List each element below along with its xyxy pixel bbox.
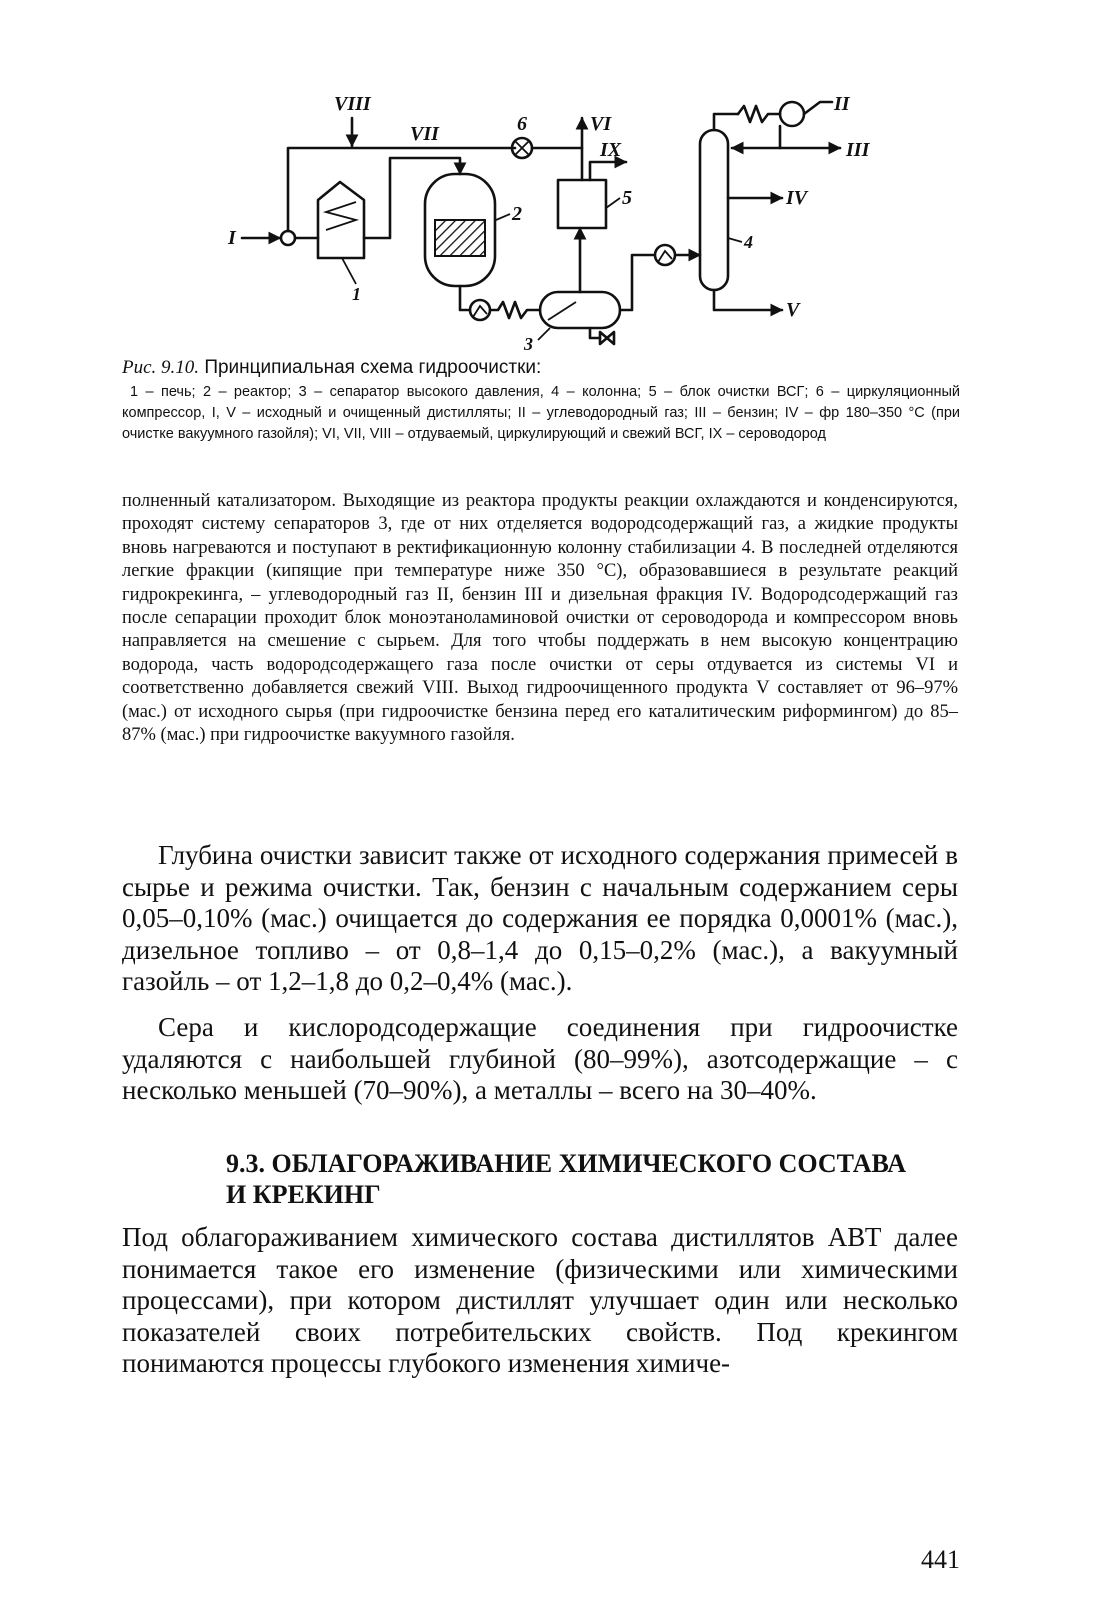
stream-ii-line [804, 102, 832, 114]
gas-cleaning-block [558, 180, 606, 228]
schematic-svg [120, 70, 960, 370]
furnace-coil [326, 202, 356, 230]
control-valve [600, 332, 614, 344]
section-heading-line-1: 9.3. ОБЛАГОРАЖИВАНИЕ ХИМИЧЕСКОГО СОСТАВА [226, 1149, 906, 1178]
heat-exchanger-2-mark [658, 251, 672, 262]
label-ix: IX [600, 139, 622, 161]
caption-legend: 1 – печь; 2 – реактор; 3 – сепаратор высокого давления, 4 – колонна; 5 – блок очистки ВСГ; 6 – циркуляционный компрессор, I, V – исходный и очищенный дистилляты; II – углеводородный газ; III – бензин; IV – фр 180–350 °С (при очистке вакуумного газойля); VI, VII, VIII – отдуваемый, циркулирующий и свежий ВСГ, IX – сероводород [122, 384, 960, 442]
recycle-gas-line [288, 148, 515, 231]
figure-caption [122, 356, 960, 445]
section-heading [226, 1148, 946, 1210]
page-number: 441 [921, 1545, 960, 1574]
reflux-drum [780, 102, 804, 126]
stream-ix-line [590, 162, 626, 180]
separator-leader [538, 328, 550, 340]
small-text-paragraph: полненный катализатором. Выходящие из реактора продукты реакции охлаждаются и конденсируются, проходят систему сепараторов 3, где от них отделяется водородсодержащий газ, а жидкие продукты вновь нагреваются и поступают в ректификационную колонну стабилизации 4. В последней отделяются легкие фракции (кипящие при температуре ниже 350 °С), образовавшиеся в результате реакций гидрокрекинга, – углеводородный газ II, бензин III и дизельная фракция IV. Водородсодержащий газ после сепарации проходит блок моноэтаноламиновой очистки от сероводорода и компрессором вновь направляется на смешение с сырьем. Для того чтобы поддержать в нем высокую концентрацию водорода, часть водородсодержащего газа после очистки от серы отдувается из системы VI и соответственно добавляется свежий VIII. Выход гидроочищенного продукта V составляет от 96–97% (мас.) от исходного сырья (при гидроочистке бензина перед его каталитическим риформингом) до 85–87% (мас.) при гидроочистке вакуумного газойля. [122, 491, 958, 746]
label-4: 4 [744, 232, 753, 252]
body-paragraph: Глубина очистки зависит также от исходного содержания примесей в сырье и режима очистки. Так, бензин с начальным содержанием серы 0,05–0,10% (мас.) очищается до содержания ее порядка 0,0001% (мас.), дизельное топливо – от 0,8–1,4 до 0,15–0,2% (мас.), а вакуумный газойль – от 1,2–1,8 до 0,2–0,4% (мас.). [122, 840, 958, 996]
label-vii: VII [410, 123, 439, 145]
column-leader [728, 238, 742, 242]
caption-label: Рис. 9.10. [122, 357, 200, 378]
body-paragraph: Сера и кислородсодержащие соединения при гидроочистке удаляются с наибольшей глубиной (80–99%), азотсодержащие – с несколько меньшей (70–90%), а металлы – всего на 30–40%. [122, 1012, 958, 1105]
caption-title: Принципиальная схема гидроочистки: [204, 357, 542, 378]
stabilization-column [700, 130, 728, 290]
condenser-coil [738, 106, 780, 122]
label-i: I [228, 227, 236, 249]
separator-bottom-line [590, 328, 600, 338]
label-viii: VIII [334, 93, 371, 115]
cooler-coil [490, 302, 540, 318]
label-v: V [786, 299, 800, 321]
label-ii: II [834, 93, 850, 115]
column-overhead-line [714, 114, 738, 130]
caption-title-line [122, 356, 960, 380]
label-3: 3 [524, 334, 533, 354]
stream-v-line [714, 290, 782, 310]
reactor-leader [496, 214, 510, 220]
separator-liquid-line [620, 255, 654, 310]
label-6: 6 [517, 113, 527, 135]
furnace-leader [342, 258, 356, 284]
separator-line [548, 302, 576, 320]
label-1: 1 [352, 284, 361, 304]
label-5: 5 [622, 187, 632, 209]
label-iv: IV [786, 187, 808, 209]
reactor-outlet-line [460, 286, 470, 310]
heat-exchanger-1-mark [473, 306, 487, 317]
block-5-leader [606, 198, 620, 208]
mixing-node [281, 231, 295, 245]
label-2: 2 [512, 203, 522, 225]
compressor-cross [515, 141, 529, 155]
label-vi: VI [590, 113, 612, 135]
section-paragraph: Под облагораживанием химического состава дистиллятов АВТ далее понимается такое его изменение (физическими или химическими процессами), при котором дистиллят улучшает один или несколько показателей своих потребительских свойств. Под крекингом понимаются процессы глубокого изменения химиче- [122, 1222, 958, 1378]
label-iii: III [846, 139, 870, 161]
reflux-line [732, 126, 780, 148]
separator [540, 292, 620, 328]
catalyst-bed [435, 220, 485, 256]
section-heading-line-2: И КРЕКИНГ [226, 1180, 381, 1209]
hydrotreating-schematic [120, 70, 960, 370]
